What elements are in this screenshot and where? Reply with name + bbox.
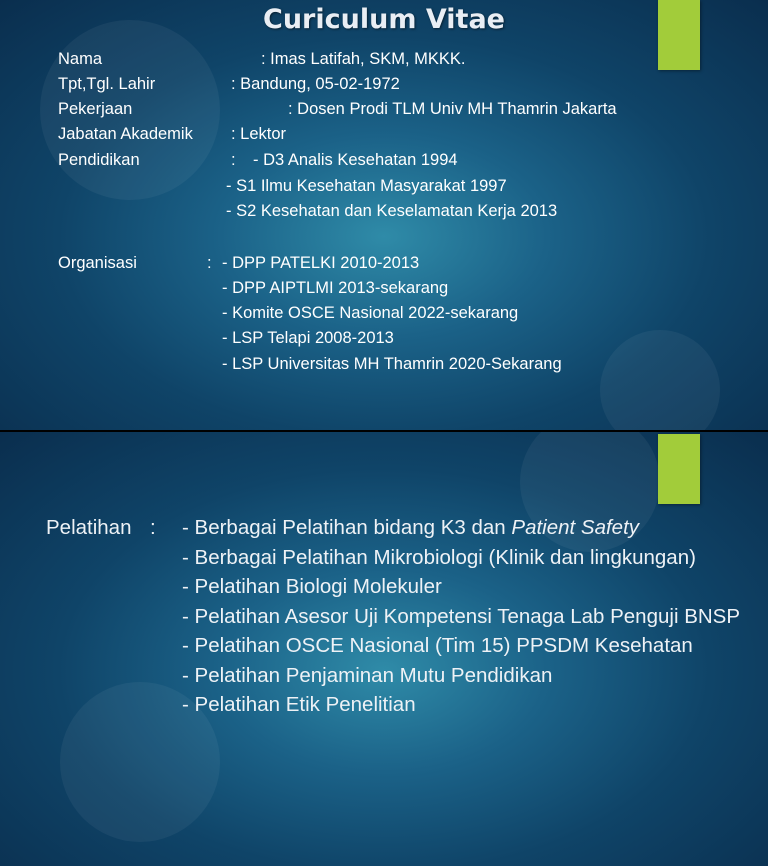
education-item: - D3 Analis Kesehatan 1994 xyxy=(253,151,458,169)
training-item-text: - Berbagai Pelatihan bidang K3 dan xyxy=(182,516,512,539)
training-item: - Berbagai Pelatihan Mikrobiologi (Klinik dan lingkungan) xyxy=(182,546,696,569)
organization-item: - DPP AIPTLMI 2013-sekarang xyxy=(222,279,449,297)
slide-title: Curiculum Vitae xyxy=(263,4,505,35)
organization-item: - LSP Telapi 2008-2013 xyxy=(222,329,394,347)
organization-item: - Komite OSCE Nasional 2022-sekarang xyxy=(222,304,519,322)
organization-item: - DPP PATELKI 2010-2013 xyxy=(222,254,420,272)
bokeh-decoration xyxy=(600,330,720,430)
nama-label: Nama xyxy=(58,50,103,68)
training-item: - Pelatihan Biologi Molekuler xyxy=(182,575,442,598)
training-item-italic: Patient Safety xyxy=(511,516,640,539)
education-item: - S1 Ilmu Kesehatan Masyarakat 1997 xyxy=(226,177,507,195)
accent-bar xyxy=(658,434,700,504)
training-item: - Pelatihan OSCE Nasional (Tim 15) PPSDM Kesehatan xyxy=(182,634,693,657)
slide-curriculum-vitae xyxy=(0,0,768,430)
ttl-label: Tpt,Tgl. Lahir xyxy=(58,75,156,93)
pekerjaan-label: Pekerjaan xyxy=(58,100,133,118)
training-item: - Pelatihan Etik Penelitian xyxy=(182,693,416,716)
pendidikan-label: Pendidikan xyxy=(58,151,140,169)
pekerjaan-value: : Dosen Prodi TLM Univ MH Thamrin Jakarta xyxy=(288,100,617,118)
pelatihan-colon: : xyxy=(150,516,156,539)
training-item xyxy=(182,516,639,540)
training-item: - Pelatihan Penjaminan Mutu Pendidikan xyxy=(182,664,553,687)
education-item: - S2 Kesehatan dan Keselamatan Kerja 2013 xyxy=(226,202,558,220)
jabatan-value: : Lektor xyxy=(231,125,287,143)
training-item: - Pelatihan Asesor Uji Kompetensi Tenaga Lab Penguji BNSP xyxy=(182,605,741,628)
jabatan-label: Jabatan Akademik xyxy=(58,125,193,143)
organization-item: - LSP Universitas MH Thamrin 2020-Sekarang xyxy=(222,355,562,373)
organisasi-colon: : xyxy=(207,254,212,272)
organisasi-label: Organisasi xyxy=(58,254,137,272)
slide-pelatihan xyxy=(0,432,768,866)
pendidikan-colon: : xyxy=(231,151,236,169)
nama-value: : Imas Latifah, SKM, MKKK. xyxy=(261,50,466,68)
ttl-value: : Bandung, 05-02-1972 xyxy=(231,75,400,93)
pelatihan-label: Pelatihan xyxy=(46,516,132,539)
